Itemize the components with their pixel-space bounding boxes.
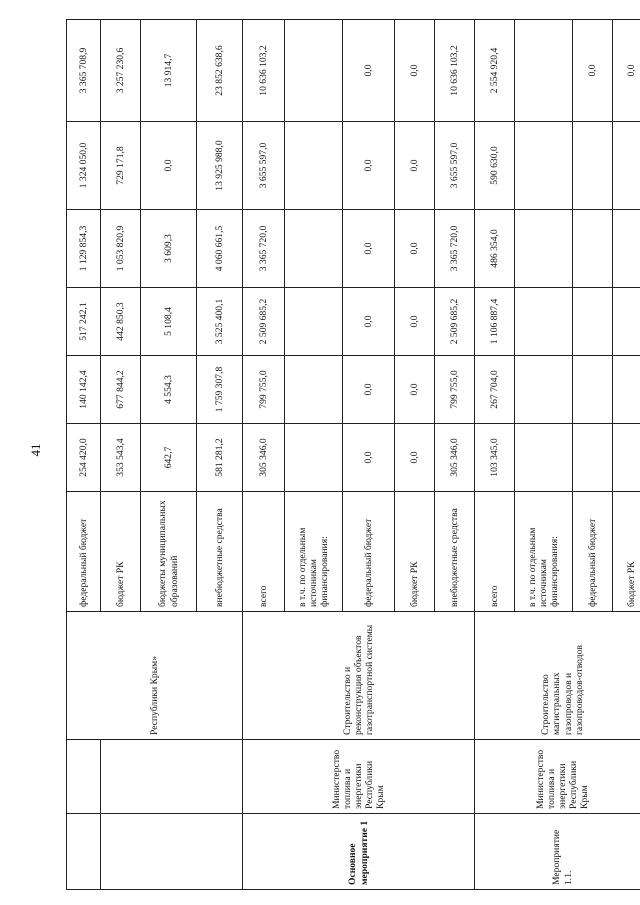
value-cell: 3 609,3 <box>141 210 197 288</box>
source-cell: федеральный бюджет <box>343 492 395 612</box>
value-cell: 3 525 400,1 <box>197 288 243 356</box>
value-cell: 0,0 <box>343 122 395 210</box>
value-cell <box>613 424 640 492</box>
value-cell <box>573 288 613 356</box>
value-cell: 0,0 <box>395 424 435 492</box>
value-cell: 305 346,0 <box>435 424 475 492</box>
activity-cell <box>101 814 243 890</box>
value-cell: 581 281,2 <box>197 424 243 492</box>
value-cell: 1 053 820,9 <box>101 210 141 288</box>
executor-cell: Министерство топлива и энергетики Республики Крым <box>475 740 640 814</box>
value-cell: 0,0 <box>395 210 435 288</box>
source-cell: бюджет РК <box>395 492 435 612</box>
value-cell <box>573 122 613 210</box>
value-cell: 0,0 <box>395 288 435 356</box>
value-cell: 3 365 708,9 <box>67 20 101 122</box>
activity-name-cell: Строительство магистральных газопроводов и газопроводов-отводов <box>475 612 640 740</box>
budget-table-wrapper <box>66 20 637 890</box>
value-cell: 799 755,0 <box>243 356 285 424</box>
activity-name-cell: Строительство и реконструкция объектов газотранспортной системы <box>243 612 475 740</box>
value-cell: 267 704,0 <box>475 356 515 424</box>
value-cell: 2 554 920,4 <box>475 20 515 122</box>
value-cell <box>285 210 343 288</box>
value-cell <box>515 20 573 122</box>
value-cell: 590 630,0 <box>475 122 515 210</box>
value-cell: 305 346,0 <box>243 424 285 492</box>
activity-cell: Основное мероприятие 1 <box>243 814 475 890</box>
value-cell <box>573 210 613 288</box>
value-cell: 0,0 <box>343 288 395 356</box>
value-cell <box>613 210 640 288</box>
activity-name-cell: Республики Крым» <box>67 612 243 740</box>
source-cell: бюджет РК <box>101 492 141 612</box>
source-cell: федеральный бюджет <box>67 492 101 612</box>
activity-cell <box>67 814 101 890</box>
value-cell: 642,7 <box>141 424 197 492</box>
value-cell: 3 655 597,0 <box>243 122 285 210</box>
value-cell <box>285 20 343 122</box>
value-cell: 2 509 685,2 <box>243 288 285 356</box>
value-cell <box>285 424 343 492</box>
value-cell <box>573 356 613 424</box>
value-cell: 0,0 <box>343 210 395 288</box>
value-cell: 0,0 <box>613 20 640 122</box>
value-cell <box>515 424 573 492</box>
value-cell <box>573 424 613 492</box>
value-cell <box>285 356 343 424</box>
value-cell: 140 142,4 <box>67 356 101 424</box>
source-cell: всего <box>475 492 515 612</box>
executor-cell <box>67 740 101 814</box>
value-cell: 5 108,4 <box>141 288 197 356</box>
activity-cell: Мероприятие 1.1. <box>475 814 640 890</box>
executor-cell <box>101 740 243 814</box>
value-cell: 729 171,8 <box>101 122 141 210</box>
source-cell: в т.ч. по отдельным источникам финансирования: <box>285 492 343 612</box>
value-cell: 1 129 854,3 <box>67 210 101 288</box>
value-cell: 3 655 597,0 <box>435 122 475 210</box>
value-cell: 0,0 <box>141 122 197 210</box>
source-cell: в т.ч. по отдельным источникам финансирования: <box>515 492 573 612</box>
value-cell: 799 755,0 <box>435 356 475 424</box>
table-body <box>67 20 640 890</box>
value-cell <box>613 288 640 356</box>
source-cell: внебюджетные средства <box>435 492 475 612</box>
value-cell: 3 257 230,6 <box>101 20 141 122</box>
value-cell <box>613 356 640 424</box>
value-cell <box>515 356 573 424</box>
value-cell <box>515 122 573 210</box>
value-cell <box>613 122 640 210</box>
table-row <box>67 20 101 890</box>
value-cell: 0,0 <box>343 424 395 492</box>
value-cell: 442 850,3 <box>101 288 141 356</box>
value-cell <box>515 288 573 356</box>
value-cell: 1 759 307,8 <box>197 356 243 424</box>
value-cell: 4 060 661,5 <box>197 210 243 288</box>
value-cell: 353 543,4 <box>101 424 141 492</box>
value-cell: 0,0 <box>395 20 435 122</box>
page-number: 41 <box>28 443 43 457</box>
value-cell: 0,0 <box>395 122 435 210</box>
value-cell: 0,0 <box>343 20 395 122</box>
value-cell: 2 509 685,2 <box>435 288 475 356</box>
value-cell: 23 852 638,6 <box>197 20 243 122</box>
value-cell: 13 914,7 <box>141 20 197 122</box>
value-cell: 677 844,2 <box>101 356 141 424</box>
value-cell: 4 554,3 <box>141 356 197 424</box>
table-row <box>243 20 285 890</box>
value-cell <box>285 288 343 356</box>
value-cell <box>515 210 573 288</box>
value-cell <box>285 122 343 210</box>
value-cell: 1 106 887,4 <box>475 288 515 356</box>
value-cell: 254 420,0 <box>67 424 101 492</box>
value-cell: 13 925 988,0 <box>197 122 243 210</box>
source-cell: внебюджетные средства <box>197 492 243 612</box>
value-cell: 3 365 720,0 <box>435 210 475 288</box>
value-cell: 10 636 103,2 <box>435 20 475 122</box>
source-cell: всего <box>243 492 285 612</box>
value-cell: 1 324 050,0 <box>67 122 101 210</box>
value-cell: 10 636 103,2 <box>243 20 285 122</box>
value-cell: 517 242,1 <box>67 288 101 356</box>
value-cell: 0,0 <box>343 356 395 424</box>
value-cell: 3 365 720,0 <box>243 210 285 288</box>
source-cell: бюджет РК <box>613 492 640 612</box>
value-cell: 103 345,0 <box>475 424 515 492</box>
table-row <box>475 20 515 890</box>
table-row <box>101 20 141 890</box>
source-cell: федеральный бюджет <box>573 492 613 612</box>
value-cell: 0,0 <box>573 20 613 122</box>
source-cell: бюджеты муниципальных образований <box>141 492 197 612</box>
value-cell: 0,0 <box>395 356 435 424</box>
executor-cell: Министерство топлива и энергетики Республики Крым <box>243 740 475 814</box>
value-cell: 486 354,0 <box>475 210 515 288</box>
budget-table <box>66 19 640 890</box>
